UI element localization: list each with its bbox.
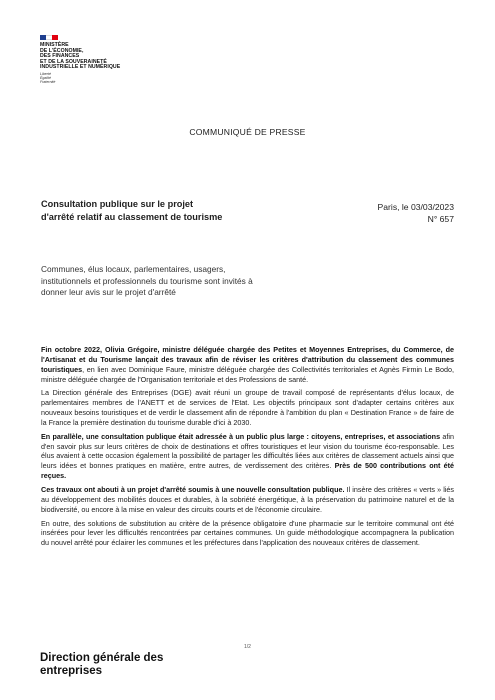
motto-line: Égalité (40, 75, 51, 80)
release-number: N° 657 (427, 214, 454, 224)
motto-line: Fraternité (40, 79, 56, 84)
marianne-flag-icon (40, 35, 58, 40)
logo-line: DE L'ÉCONOMIE, (40, 47, 84, 54)
title-line: Consultation publique sur le projet (41, 199, 194, 209)
logo-line: INDUSTRIELLE ET NUMÉRIQUE (40, 64, 121, 71)
subtitle: Communes, élus locaux, parlementaires, usagers, institutionnels et professionnels du tourisme sont invités à donner leur avis sur le projet d'arrêté (41, 264, 253, 297)
bold-highlight: Près de 500 contributions ont été reçues. (41, 461, 454, 481)
footer-line: Direction générale des (40, 652, 164, 664)
press-release-header: COMMUNIQUÉ DE PRESSE (189, 127, 306, 137)
bold-lead: Fin octobre 2022, Olivia Grégoire, ministre déléguée chargée des Petites et Moyennes Entreprises, du Commerce, de l'Artisanat et du Tourisme lançait des travaux afin de réviser les critères d'attribution du classement des communes touristiques (41, 345, 454, 374)
motto-line: Liberté (40, 71, 51, 76)
paragraph (41, 432, 454, 481)
logo-line: ET DE LA SOUVERAINETÉ (40, 58, 107, 65)
bold-lead: Ces travaux ont abouti à un projet d'arrêté soumis à une nouvelle consultation publique. (41, 484, 345, 494)
paragraph (41, 485, 454, 515)
document-title (41, 198, 301, 224)
paragraph-text: , en lien avec Dominique Faure, ministre déléguée chargée des Collectivités territoriales et Agnès Firmin Le Bodo, ministre déléguée chargée de l'Organisation territoriale et des Professions de santé. (41, 364, 454, 384)
ministry-logo (40, 35, 180, 84)
footer-line: entreprises (40, 665, 103, 677)
body-text (41, 345, 454, 552)
place-date: Paris, le 03/03/2023 (377, 202, 454, 212)
paragraph: En outre, des solutions de substitution au critère de la présence obligatoire d'une pharmacie sur le territoire communal ont été insérées pour lever les difficultés rencontrées par certaines communes. Un guide méthodologique accompagnera la publication du nouvel arrêté pour éclairer les communes et les préfectures dans l'application des nouveaux critères de classement. (41, 518, 454, 548)
footer-direction (40, 652, 240, 678)
title-line: d'arrêté relatif au classement de tourisme (41, 212, 223, 222)
paragraph: La Direction générale des Entreprises (DGE) avait réuni un groupe de travail composé de représentants d'élus locaux, de parlementaires membres de l'ANETT et de services de l'Etat. Les objectifs principaux sont d'adapter certains critères aux nouveaux besoins touristiques et de verdir le classement afin de répondre à l'ambition du plan « Destination France » de faire de la France la première destination du tourisme durable d'ici à 2030. (41, 388, 454, 427)
paragraph-text: afin d'en savoir plus sur leurs critères de choix de destinations et offres touristiques et leur vision du tourisme éco-responsable. Les élus avaient à cette occasion également la possibilité de partager les difficultés liées aux critères de classement actuels ainsi que leurs idées et bonnes pratiques en matière, entre autres, de verdissement des critères. (41, 431, 454, 471)
paragraph-text: Il insère des critères « verts » liés au développement des mobilités douces et durables, à la sobriété énergétique, à la préservation du patrimoine naturel et de la biodiversité, ou encore à la mise en valeur des circuits courts et de l'économie circulaire. (41, 484, 454, 514)
bold-lead: En parallèle, une consultation publique était adressée à un public plus large : citoyens, entreprises, et associations (41, 431, 441, 441)
logo-line: MINISTÈRE (40, 42, 69, 48)
logo-motto (40, 72, 180, 84)
logo-line: DES FINANCES (40, 53, 80, 60)
paragraph (41, 345, 454, 384)
page-number: 1/2 (244, 644, 251, 650)
